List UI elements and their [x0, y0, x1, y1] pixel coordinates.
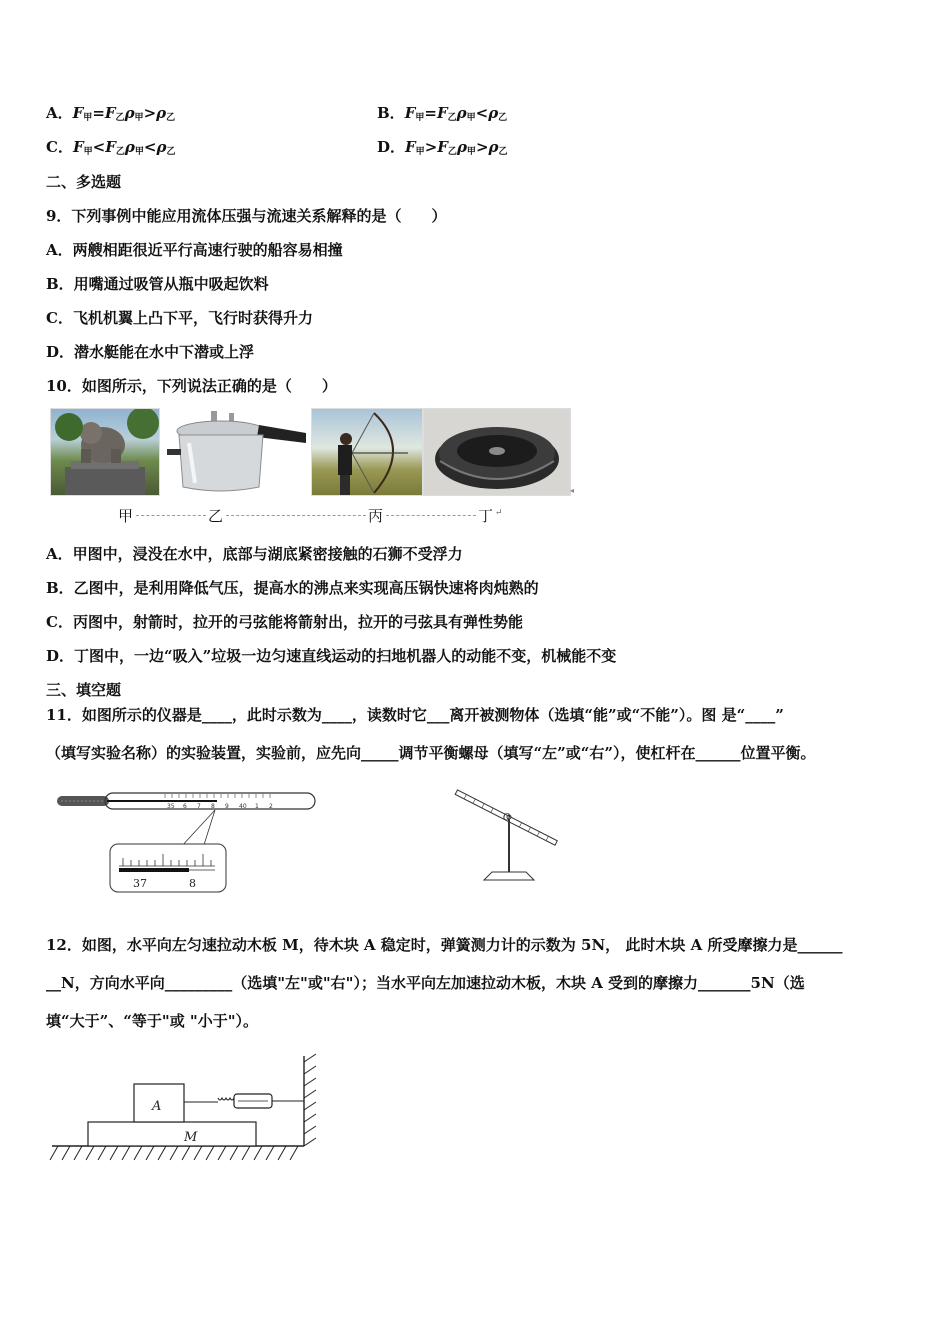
- pressure-cooker-illustration: [161, 409, 309, 495]
- block-a-label: A: [152, 1099, 162, 1114]
- zoom-label-37: 37: [133, 877, 147, 890]
- friction-experiment-figure: [48, 1052, 320, 1167]
- thermo-scale-label: 2: [269, 803, 273, 810]
- thermo-scale-label: 1: [255, 803, 259, 810]
- q8-option-a: A．$F_甲=F_乙\rho_甲>\rho_乙$: [46, 104, 176, 123]
- q12-line-3: 填“大于”、“等于"或 "小于"）。: [46, 1012, 259, 1030]
- archer-illustration: [312, 409, 422, 495]
- stone-lion-illustration: [51, 409, 159, 495]
- photo-jia-stone-lion: [50, 408, 160, 496]
- caption-yi: 乙: [208, 507, 224, 525]
- q8-option-d: D．$F_甲>F_乙\rho_甲>\rho_乙$: [377, 138, 508, 157]
- fulcrum-label: O: [503, 813, 511, 823]
- q9-option-c: C．飞机机翼上凸下平，飞行时获得升力: [46, 309, 313, 327]
- photo-yi-pressure-cooker: [160, 408, 310, 496]
- caption-jia: 甲: [118, 507, 134, 525]
- robot-vacuum-illustration: [424, 409, 570, 495]
- board-m-label: M: [184, 1130, 198, 1145]
- caption-leader-1: [136, 515, 206, 516]
- q9-option-d: D．潜水艇能在水中下潜或上浮: [46, 343, 255, 361]
- q10-option-c: C．丙图中，射箭时，拉开的弓弦能将箭射出，拉开的弓弦具有弹性势能: [46, 613, 523, 631]
- q9-option-b: B．用嘴通过吸管从瓶中吸起饮料: [46, 275, 269, 293]
- board-m: [88, 1122, 256, 1146]
- q10-option-d: D．丁图中，一边“吸入”垃圾一边匀速直线运动的扫地机器人的动能不变，机械能不变: [46, 647, 617, 665]
- section-heading-multiple-choice: 二、多选题: [46, 173, 122, 191]
- q10-stem: 10．如图所示，下列说法正确的是（ ）: [46, 377, 337, 395]
- thermo-scale-label: 35: [167, 803, 175, 810]
- q8-option-b: B．$F_甲=F_乙\rho_甲<\rho_乙$: [377, 104, 508, 123]
- paragraph-mark-icon: ↵: [495, 508, 503, 518]
- photo-ding-robot-vacuum: [423, 408, 571, 496]
- q11-line-2: （填写实验名称）的实验装置，实验前，应先向_____调节平衡螺母（填写“左”或“右”），使杠杆在______位置平衡。: [46, 744, 816, 762]
- q8-option-c: C．$F_甲<F_乙\rho_甲<\rho_乙$: [46, 138, 176, 157]
- q12-line-2: __N，方向水平向_________（选填"左"或"右"）；当水平向左加速拉动木板，木块 A 受到的摩擦力_______5N（选: [46, 974, 805, 992]
- photo-bing-archery: [311, 408, 423, 496]
- thermometer-figure: [55, 788, 325, 898]
- q10-option-a: A．甲图中，浸没在水中，底部与湖底紧密接触的石狮不受浮力: [46, 545, 463, 563]
- caption-ding: 丁: [478, 507, 494, 525]
- thermo-scale-label: 40: [239, 803, 247, 810]
- thermo-scale-label: 8: [211, 803, 215, 810]
- q9-option-a: A．两艘相距很近平行高速行驶的船容易相撞: [46, 241, 343, 259]
- thermo-scale-label: 7: [197, 803, 201, 810]
- thermo-scale-label: 6: [183, 803, 187, 810]
- image-edge-marker: ◂: [570, 486, 575, 495]
- q10-option-b: B．乙图中，是利用降低气压，提高水的沸点来实现高压锅快速将肉炖熟的: [46, 579, 539, 597]
- caption-bing: 丙: [368, 507, 384, 525]
- q9-stem: 9．下列事例中能应用流体压强与流速关系解释的是（ ）: [46, 207, 447, 225]
- zoom-label-8: 8: [189, 877, 196, 890]
- q11-line-1: 11．如图所示的仪器是____，此时示数为____，读数时它___离开被测物体（选填“能”或“不能”）。图 是“____”: [46, 706, 784, 724]
- q12-line-1: 12．如图，水平向左匀速拉动木板 M，待木块 A 稳定时，弹簧测力计的示数为 5N， 此时木块 A 所受摩擦力是______: [46, 936, 843, 954]
- caption-leader-2: [226, 515, 366, 516]
- thermo-scale-label: 9: [225, 803, 229, 810]
- caption-leader-3: [386, 515, 476, 516]
- lever-figure: [448, 788, 568, 888]
- section-heading-fill-in: 三、填空题: [46, 681, 122, 699]
